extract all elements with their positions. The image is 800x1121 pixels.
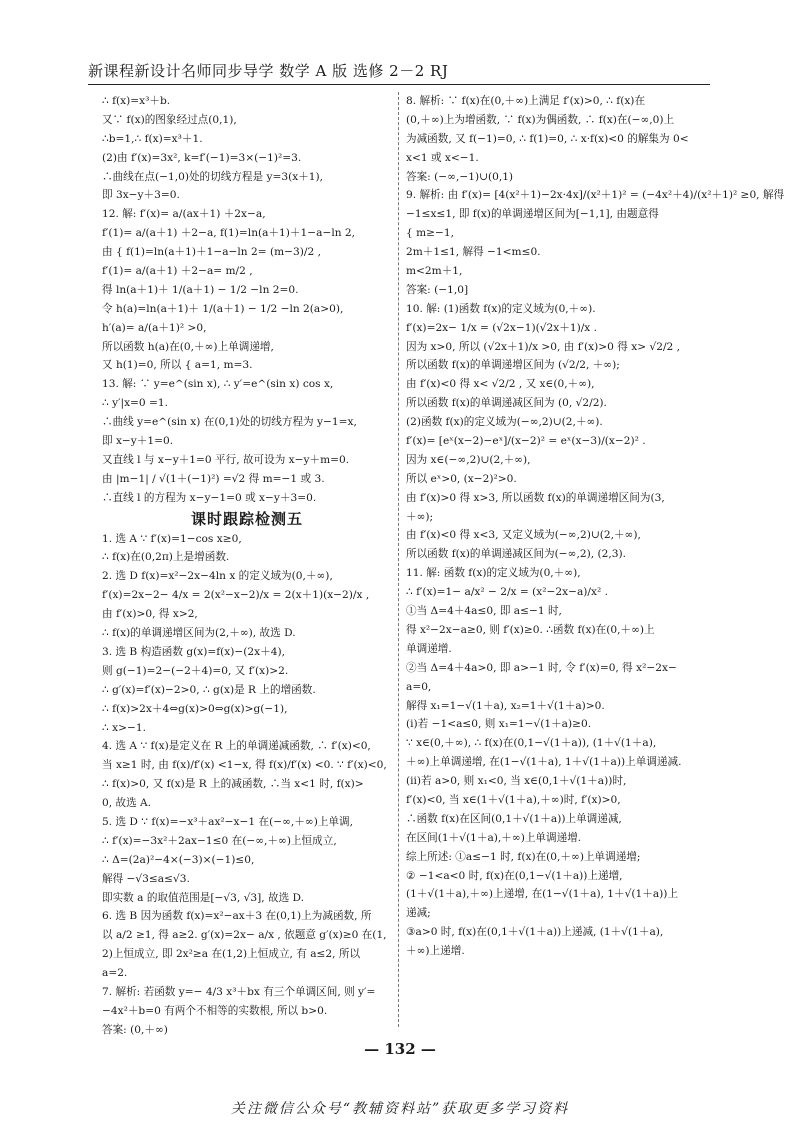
text-line: ∵ x∈(0,＋∞), ∴ f(x)在(0,1−√(1＋a)), (1＋√(1＋a), <box>406 737 657 750</box>
text-line: 为减函数, 又 f(−1)=0, ∴ f(1)=0, ∴ x·f(x)<0 的解集为 0< <box>406 132 689 145</box>
text-line: 即实数 a 的取值范围是[−√3, √3], 故选 D. <box>102 891 305 904</box>
text-line: 得 x²−2x−a≥0, 则 f′(x)≥0. ∴函数 f(x)在(0,＋∞)上 <box>406 623 655 636</box>
text-line: 因为 x>0, 所以 (√2x＋1)/x >0, 由 f′(x)>0 得 x> √2/2 , <box>406 340 680 353</box>
text-line: 则 g(−1)=2−(−2＋4)=0, 又 f′(x)>2. <box>102 664 289 677</box>
text-line: 8. 解析: ∵ f(x)在(0,＋∞)上满足 f′(x)>0, ∴ f(x)在 <box>406 95 646 107</box>
text-line: ∴ f(x)在(0,2π)上是增函数. <box>102 551 230 564</box>
text-line: (0,＋∞)上为增函数, ∵ f(x)为偶函数, ∴ f(x)在(−∞,0)上 <box>406 113 675 126</box>
text-line: 5. 选 D ∵ f(x)=−x³＋ax²−x−1 在(−∞,＋∞)上单调, <box>102 815 354 828</box>
text-line: 13. 解: ∵ y=e^(sin x), ∴ y′=e^(sin x) cos x, <box>102 378 334 391</box>
text-line: 综上所述: ①a≤−1 时, f(x)在(0,＋∞)上单调递增; <box>406 850 641 863</box>
text-line: 由 f′(x)<0 得 x<3, 又定义域为(−∞,2)∪(2,＋∞), <box>406 529 641 542</box>
text-line: 因为 x∈(−∞,2)∪(2,＋∞), <box>406 453 531 466</box>
text-line: f′(x)= [eˣ(x−2)−eˣ]/(x−2)² = eˣ(x−3)/(x−2)² . <box>406 435 646 448</box>
text-line: 12. 解: f′(x)= a/(ax＋1) ＋2x−a, <box>102 208 266 221</box>
text-line: 11. 解: 函数 f(x)的定义域为(0,＋∞), <box>406 567 581 580</box>
column-divider <box>398 92 399 1027</box>
text-line: 由 f′(x)<0 得 x< √2/2 , 又 x∈(0,＋∞), <box>406 378 595 391</box>
text-line: 即 x−y＋1=0. <box>102 435 174 448</box>
text-line: 以 a/2 ≥1, 得 a≥2. g′(x)=2x− a/x , 依题意 g′(x)≥0 在(1, <box>102 929 387 942</box>
text-line: ∴曲线 y=e^(sin x) 在(0,1)处的切线方程为 y−1=x, <box>102 416 357 429</box>
text-line: 由 f′(x)>0, 得 x>2, <box>102 608 198 621</box>
text-line: ∴函数 f(x)在区间(0,1＋√(1＋a))上单调递减, <box>406 812 622 825</box>
text-line: 所以函数 f(x)的单调递增区间为 (√2/2, ＋∞); <box>406 359 620 372</box>
text-line: 所以函数 f(x)的单调递减区间为(−∞,2), (2,3). <box>406 548 626 561</box>
text-line: ∴ f(x)>0, 又 f(x)是 R 上的减函数, ∴当 x<1 时, f(x)> <box>102 778 364 791</box>
text-line: ∴ Δ=(2a)²−4×(−3)×(−1)≤0, <box>102 853 255 866</box>
left-column-bottom-block <box>102 530 392 1040</box>
text-line: 6. 选 B 因为函数 f(x)=x²−ax＋3 在(0,1)上为减函数, 所 <box>102 910 372 923</box>
text-line: x<1 或 x<−1. <box>406 151 479 164</box>
text-line: a=2. <box>102 967 128 980</box>
text-line: 10. 解: (1)函数 f(x)的定义域为(0,＋∞). <box>406 302 596 315</box>
text-line: (ⅰ)若 −1<a≤0, 则 x₁=1−√(1＋a)≥0. <box>406 718 592 731</box>
text-line: 所以 eˣ>0, (x−2)²>0. <box>406 472 517 485</box>
text-line: 9. 解析: 由 f′(x)= [4(x²＋1)−2x·4x]/(x²＋1)² = (−4x²＋4)/(x²＋1)² ≥0, 解得 <box>406 189 785 202</box>
text-line: f′(1)= a/(a＋1) ＋2−a= m/2 , <box>102 265 253 278</box>
text-line: 又∵ f(x)的图象经过点(0,1), <box>102 113 237 126</box>
text-line: 2. 选 D f(x)=x²−2x−4ln x 的定义域为(0,＋∞), <box>102 570 333 583</box>
text-line: ＋∞)上单调递增, 在(1−√(1＋a), 1＋√(1＋a))上单调递减. <box>406 756 682 769</box>
text-line: 4. 选 A ∵ f(x)是定义在 R 上的单调递减函数, ∴ f′(x)<0, <box>102 740 371 753</box>
text-line: 答案: (−∞,−1)∪(0,1) <box>406 170 514 183</box>
text-line: 又直线 l 与 x−y＋1=0 平行, 故可设为 x−y＋m=0. <box>102 453 350 466</box>
text-line: ∴曲线在点(−1,0)处的切线方程是 y=3(x＋1), <box>102 170 324 183</box>
text-line: 7. 解析: 若函数 y=− 4/3 x³＋bx 有三个单调区间, 则 y′= <box>102 985 376 998</box>
text-line: m<2m＋1, <box>406 265 463 278</box>
text-line: ＋∞)上递增. <box>406 945 465 958</box>
text-line: 所以函数 h(a)在(0,＋∞)上单调递增, <box>102 340 274 353</box>
text-line: ∴ f(x)=x³＋b. <box>102 95 171 107</box>
text-line: 3. 选 B 构造函数 g(x)=f(x)−(2x＋4), <box>102 645 285 658</box>
text-line: 2)上恒成立, 即 2x²≥a 在(1,2)上恒成立, 有 a≤2, 所以 <box>102 948 361 961</box>
text-line: 2m＋1≤1, 解得 −1<m≤0. <box>406 246 541 259</box>
text-line: 由 |m−1| / √(1＋(−1)²) =√2 得 m=−1 或 3. <box>102 472 325 485</box>
text-line: ∴ y′|x=0 =1. <box>102 397 169 410</box>
text-line: 又 h(1)=0, 所以 { a=1, m=3. <box>102 359 253 372</box>
text-line: 答案: (0,＋∞) <box>102 1023 168 1036</box>
text-line: (1＋√(1＋a),＋∞)上递增, 在(1−√(1＋a), 1＋√(1＋a))上 <box>406 888 679 901</box>
left-column-top-block <box>102 92 392 508</box>
page-header: 新课程新设计名师同步导学 数学 A 版 选修 2－2 RJ <box>88 62 449 80</box>
text-line: f′(1)= a/(a＋1) ＋2−a, f(1)=ln(a＋1)＋1−a−ln 2, <box>102 227 356 240</box>
text-line: 在区间(1＋√(1＋a),＋∞)上单调递增. <box>406 831 582 844</box>
section-title: 课时跟踪检测五 <box>190 509 303 528</box>
text-line: (2)函数 f(x)的定义域为(−∞,2)∪(2,＋∞). <box>406 416 603 429</box>
text-line: { m≥−1, <box>406 227 455 240</box>
text-line: 解得 x₁=1−√(1＋a), x₂=1＋√(1＋a)>0. <box>406 699 605 712</box>
text-line: 解得 −√3≤a≤√3. <box>102 872 190 885</box>
text-line: (2)由 f′(x)=3x², k=f′(−1)=3×(−1)²=3. <box>102 151 302 164</box>
text-line: 由 f′(x)>0 得 x>3, 所以函数 f(x)的单调递增区间为(3, <box>406 491 665 504</box>
text-line: ③a>0 时, f(x)在(0,1＋√(1＋a))上递减, (1＋√(1＋a), <box>406 926 664 939</box>
text-line: (ⅱ)若 a>0, 则 x₁<0, 当 x∈(0,1＋√(1＋a))时, <box>406 775 627 788</box>
text-line: f′(x)=2x− 1/x = (√2x−1)(√2x＋1)/x . <box>406 321 597 334</box>
text-line: f′(x)=2x−2− 4/x = 2(x²−x−2)/x = 2(x＋1)(x−2)/x , <box>102 589 370 602</box>
text-line: ∴直线 l 的方程为 x−y−1=0 或 x−y＋3=0. <box>102 491 317 504</box>
footer-note: 关注微信公众号“教辅资料站”获取更多学习资料 <box>230 1101 570 1117</box>
page-number: — 132 — <box>364 1040 436 1058</box>
text-line: a=0, <box>406 680 432 693</box>
text-line: ①当 Δ=4＋4a≤0, 即 a≤−1 时, <box>406 605 562 618</box>
text-line: ∴b=1,∴ f(x)=x³＋1. <box>102 132 203 145</box>
text-line: 单调递增. <box>406 642 452 655</box>
text-line: ＋∞); <box>406 510 434 523</box>
text-line: ∴ f(x)>2x＋4⇔g(x)>0⇔g(x)>g(−1), <box>102 702 288 715</box>
text-line: −1≤x≤1, 即 f(x)的单调递增区间为[−1,1], 由题意得 <box>406 208 659 221</box>
text-line: −4x²＋b=0 有两个不相等的实数根, 所以 b>0. <box>102 1004 328 1017</box>
text-line: 递减; <box>406 907 431 920</box>
text-line: 1. 选 A ∵ f′(x)=1−cos x≥0, <box>102 532 242 545</box>
text-line: ∴ f′(x)=−3x²＋2ax−1≤0 在(−∞,＋∞)上恒成立, <box>102 834 337 847</box>
text-line: 当 x≥1 时, 由 f(x)/f′(x) <1−x, 得 f(x)/f′(x) <0. ∵ f′(x)<0, <box>102 759 387 772</box>
text-line: ∴ x>−1. <box>102 721 146 734</box>
left-column <box>102 92 392 1040</box>
text-line: 答案: (−1,0] <box>406 283 469 296</box>
right-column <box>406 92 785 961</box>
right-column-block <box>406 92 785 961</box>
text-line: ②当 Δ=4＋4a>0, 即 a>−1 时, 令 f′(x)=0, 得 x²−2x− <box>406 661 677 674</box>
text-line: ∴ g′(x)=f′(x)−2>0, ∴ g(x)是 R 上的增函数. <box>102 683 316 696</box>
text-line: h′(a)= a/(a＋1)² >0, <box>102 321 207 334</box>
text-line: f′(x)<0, 当 x∈(1＋√(1＋a),＋∞)时, f′(x)>0, <box>406 793 621 806</box>
text-line: 令 h(a)=ln(a＋1)＋ 1/(a＋1) − 1/2 −ln 2(a>0), <box>102 302 344 315</box>
text-line: ∴ f′(x)=1− a/x² − 2/x = (x²−2x−a)/x² . <box>406 586 608 599</box>
text-line: 0, 故选 A. <box>102 797 152 810</box>
text-line: ② −1<a<0 时, f(x)在(0,1−√(1＋a))上递增, <box>406 869 623 882</box>
text-line: 所以函数 f(x)的单调递减区间为 (0, √2/2). <box>406 397 607 410</box>
header-rule <box>88 84 710 85</box>
text-line: 即 3x−y＋3=0. <box>102 189 180 202</box>
text-line: ∴ f(x)的单调递增区间为(2,＋∞), 故选 D. <box>102 627 296 640</box>
text-line: 得 ln(a＋1)＋ 1/(a＋1) − 1/2 −ln 2=0. <box>102 283 299 296</box>
text-line: 由 { f(1)=ln(a＋1)＋1−a−ln 2= (m−3)/2 , <box>102 246 321 259</box>
